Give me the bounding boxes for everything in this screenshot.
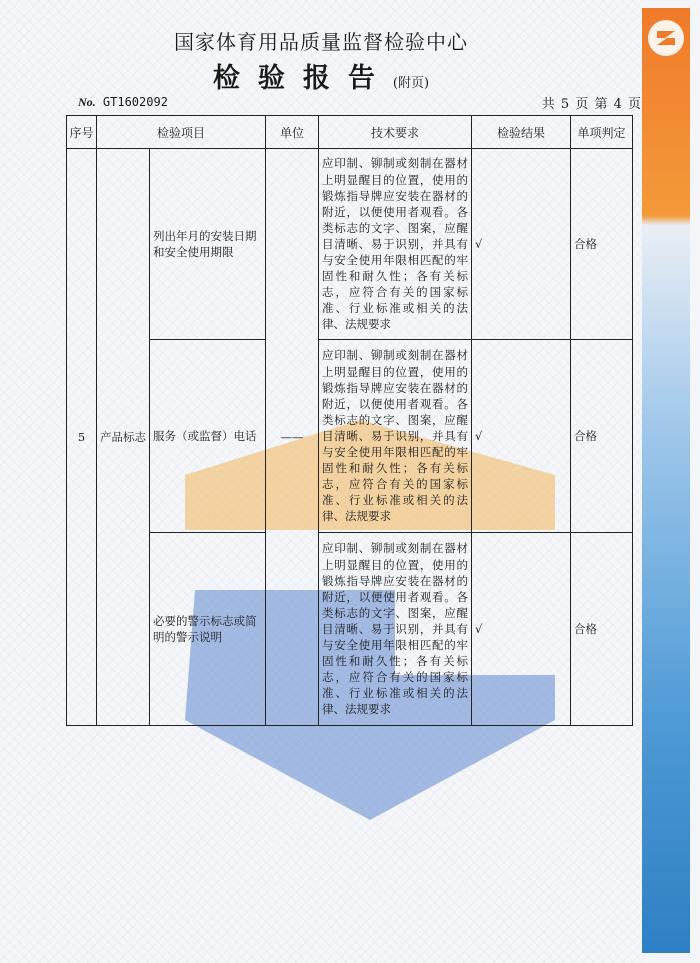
report-number-label: No. [78,95,96,109]
header-no: 序号 [67,116,97,149]
header-unit: 单位 [266,116,319,149]
judgement-cell: 合格 [571,340,633,533]
report-number [78,95,168,110]
table-row [67,149,633,340]
judgement-cell: 合格 [571,149,633,340]
header-result: 检验结果 [472,116,571,149]
judgement-cell: 合格 [571,533,633,726]
report-title-text: 检验报告 [212,63,393,94]
result-cell: √ [472,340,571,533]
header-judgement: 单项判定 [571,116,633,149]
table-header-row [67,116,633,149]
report-title [0,56,642,95]
inspection-table [66,115,633,726]
category-cell: 产品标志 [97,149,150,726]
page-indicator: 共 5 页 第 4 页 [541,97,642,112]
table-row [67,533,633,726]
organization-name: 国家体育用品质量监督检验中心 [174,30,468,54]
item-cell: 服务（或监督）电话 [150,340,266,533]
side-color-stripe [642,8,690,953]
report-number-value: GT1602092 [102,95,168,109]
requirement-cell: 应印制、铆制或刻制在器材上明显醒目的位置，使用的锻炼指导牌应安装在器材的附近，以便使用者观看。各类标志的文字、图案，应醒目清晰、易于识别，并具有与安全使用年限相匹配的牢固性和耐久性；各有关标志，应符合有关的国家标准、行业标准或相关的法律、法规要求 [319,533,472,726]
report-title-suffix: (附页) [392,76,430,91]
result-cell: √ [472,533,571,726]
header-item: 检验项目 [97,116,266,149]
header-requirement: 技术要求 [319,116,472,149]
item-cell: 必要的警示标志或简明的警示说明 [150,533,266,726]
row-number: 5 [67,149,97,726]
item-cell: 列出年月的安装日期和安全使用期限 [150,149,266,340]
result-cell: √ [472,149,571,340]
org-logo-icon [648,20,684,56]
unit-cell: —— [266,149,319,726]
table-row [67,340,633,533]
requirement-cell: 应印制、铆制或刻制在器材上明显醒目的位置，使用的锻炼指导牌应安装在器材的附近，以便使用者观看。各类标志的文字、图案，应醒目清晰、易于识别，并具有与安全使用年限相匹配的牢固性和耐久性；各有关标志，应符合有关的国家标准、行业标准或相关的法律、法规要求 [319,340,472,533]
requirement-cell: 应印制、铆制或刻制在器材上明显醒目的位置，使用的锻炼指导牌应安装在器材的附近，以便使用者观看。各类标志的文字、图案，应醒目清晰、易于识别，并具有与安全使用年限相匹配的牢固性和耐久性；各有关标志，应符合有关的国家标准、行业标准或相关的法律、法规要求 [319,149,472,340]
